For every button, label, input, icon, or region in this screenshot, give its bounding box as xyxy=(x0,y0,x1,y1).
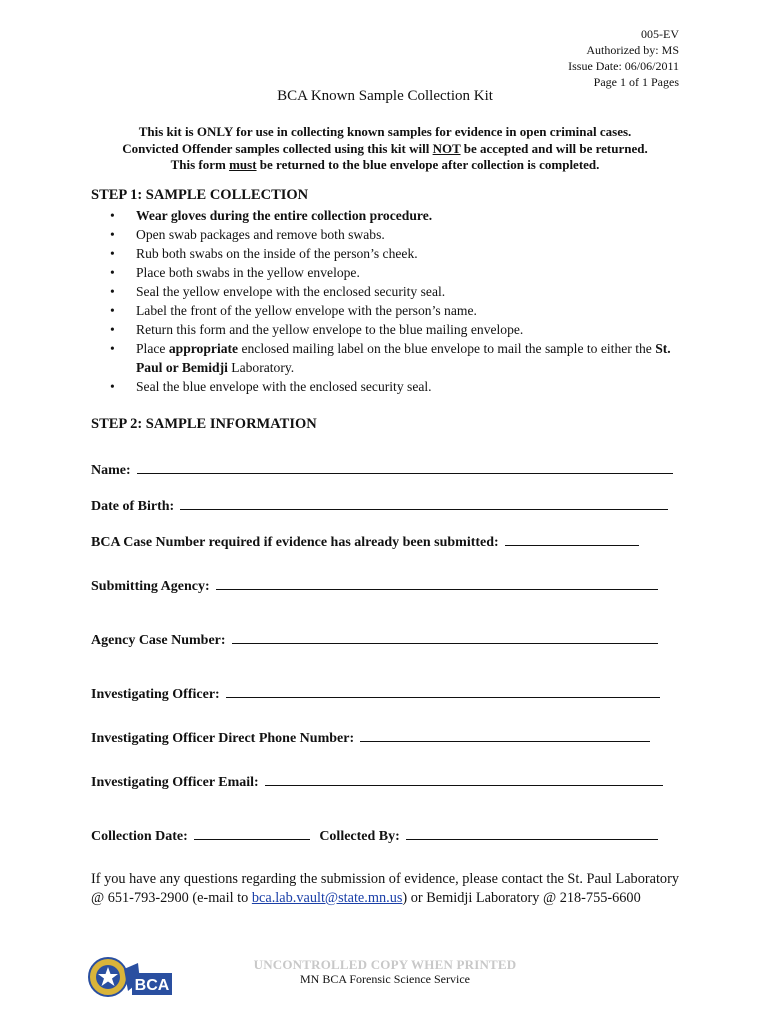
officer-label: Investigating Officer: xyxy=(91,687,220,702)
agency-case-input-line[interactable] xyxy=(232,631,658,644)
officer-email-label: Investigating Officer Email: xyxy=(91,775,259,790)
contact-text-end: ) or Bemidji Laboratory @ 218-755-6600 xyxy=(402,889,641,906)
dob-label: Date of Birth: xyxy=(91,499,175,514)
intro-line-2 xyxy=(0,141,770,158)
intro-line-3 xyxy=(0,157,770,174)
bullet-icon: • xyxy=(110,341,115,356)
officer-email-input-line[interactable] xyxy=(265,773,663,786)
officer-phone-label: Investigating Officer Direct Phone Number: xyxy=(91,731,355,746)
officer-email-field xyxy=(91,773,663,791)
list-item xyxy=(108,377,678,396)
bullet-icon: • xyxy=(110,208,115,223)
agency-input-line[interactable] xyxy=(216,577,658,590)
list-item xyxy=(108,244,678,263)
list-item-text: Return this form and the yellow envelope to the blue mailing envelope. xyxy=(136,322,524,337)
case-number-field xyxy=(91,533,639,551)
list-item-text: Place xyxy=(136,341,169,356)
list-item xyxy=(108,301,678,320)
step1-heading: STEP 1: SAMPLE COLLECTION xyxy=(91,187,309,203)
collected-by-label: Collected By: xyxy=(319,829,400,844)
list-item-emphasis: appropriate xyxy=(168,341,239,356)
step2-heading: STEP 2: SAMPLE INFORMATION xyxy=(91,416,317,432)
officer-phone-field xyxy=(91,729,650,747)
contact-text: If you have any questions regarding the submission of evidence, please contact the St. Paul Laboratory @ 651-793-2900 (e-mail to xyxy=(91,871,679,906)
bullet-icon: • xyxy=(110,265,115,280)
name-input-line[interactable] xyxy=(137,461,673,474)
agency-case-field xyxy=(91,631,658,649)
intro-line-2-text-end: be accepted and will be returned. xyxy=(460,140,648,156)
name-field xyxy=(91,461,673,479)
list-item-text: enclosed mailing label on the blue envelope to mail the sample to either the xyxy=(238,341,656,356)
officer-field xyxy=(91,685,660,703)
contact-paragraph xyxy=(91,870,681,907)
intro-line-1: This kit is ONLY for use in collecting known samples for evidence in open criminal cases. xyxy=(138,124,632,139)
intro-line-2-text: Convicted Offender samples collected using this kit will xyxy=(122,140,433,156)
list-item-text: Place both swabs in the yellow envelope. xyxy=(136,265,360,280)
officer-phone-input-line[interactable] xyxy=(360,729,650,742)
page-number: Page 1 of 1 Pages xyxy=(593,75,679,89)
list-item-text: Laboratory. xyxy=(227,360,295,375)
collection-field xyxy=(91,827,658,845)
agency-field xyxy=(91,577,658,595)
name-label: Name: xyxy=(91,463,131,478)
list-item xyxy=(108,263,678,282)
bullet-icon: • xyxy=(110,379,115,394)
list-item-text: Seal the blue envelope with the enclosed security seal. xyxy=(136,379,432,394)
list-item-text: Open swab packages and remove both swabs. xyxy=(136,227,385,242)
contact-email-link[interactable]: bca.lab.vault@state.mn.us xyxy=(251,889,403,906)
dob-field xyxy=(91,497,668,515)
list-item xyxy=(108,282,678,301)
bullet-icon: • xyxy=(110,284,115,299)
case-number-label: BCA Case Number required if evidence has already been submitted: xyxy=(91,535,499,550)
authorized-by: Authorized by: MS xyxy=(586,43,679,57)
officer-input-line[interactable] xyxy=(226,685,660,698)
intro-line-3-emphasis: must xyxy=(229,157,257,172)
bullet-icon: • xyxy=(110,303,115,318)
step1-list xyxy=(108,206,678,396)
intro-notice xyxy=(0,124,770,174)
list-item-text: Seal the yellow envelope with the enclosed security seal. xyxy=(136,284,446,299)
list-item-text: Rub both swabs on the inside of the person’s cheek. xyxy=(136,246,418,261)
bullet-icon: • xyxy=(110,322,115,337)
form-id: 005-EV xyxy=(641,27,679,41)
list-item-text: Label the front of the yellow envelope with the person’s name. xyxy=(136,303,477,318)
collection-date-input-line[interactable] xyxy=(194,827,310,840)
agency-case-label: Agency Case Number: xyxy=(91,633,226,648)
case-number-input-line[interactable] xyxy=(505,533,639,546)
bullet-icon: • xyxy=(110,227,115,242)
uncontrolled-copy-watermark: UNCONTROLLED COPY WHEN PRINTED xyxy=(253,957,517,972)
dob-input-line[interactable] xyxy=(180,497,668,510)
collection-date-label: Collection Date: xyxy=(91,829,188,844)
logo-text: BCA xyxy=(134,977,170,994)
intro-line-2-emphasis: NOT xyxy=(432,140,461,156)
collected-by-input-line[interactable] xyxy=(406,827,658,840)
page-title: BCA Known Sample Collection Kit xyxy=(277,88,493,104)
footer-service-name: MN BCA Forensic Science Service xyxy=(300,972,470,986)
issue-date: Issue Date: 06/06/2011 xyxy=(568,59,679,73)
list-item xyxy=(108,339,678,377)
document-header xyxy=(568,26,679,90)
intro-line-3-text-end: be returned to the blue envelope after collection is completed. xyxy=(256,157,600,172)
agency-label: Submitting Agency: xyxy=(91,579,210,594)
bullet-icon: • xyxy=(110,246,115,261)
list-item-emphasis: St. Paul or Bemidji xyxy=(136,341,671,375)
list-item-text: Wear gloves during the entire collection procedure. xyxy=(136,208,433,223)
list-item xyxy=(108,225,678,244)
list-item xyxy=(108,320,678,339)
list-item xyxy=(108,206,678,225)
intro-line-3-text: This form xyxy=(170,157,230,172)
